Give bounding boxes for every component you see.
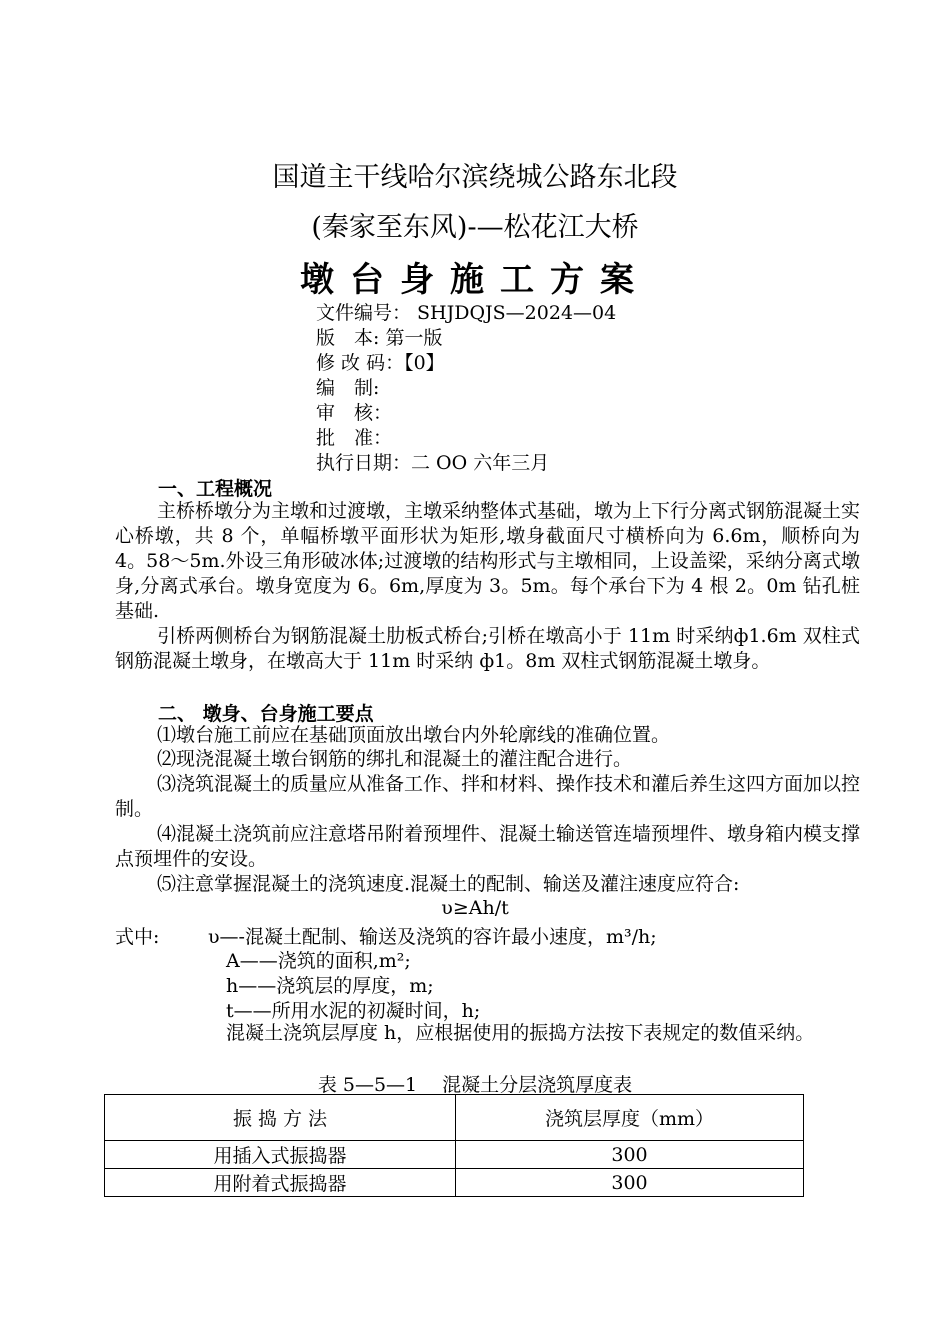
table-cell: 300 (456, 1141, 804, 1169)
approved-by: 批 准： (316, 427, 393, 449)
revision-code: 修 改 码：【0】 (316, 352, 445, 374)
reviewed-by: 审 核： (316, 402, 393, 424)
table-cell: 用插入式振捣器 (105, 1141, 456, 1169)
definition-a: A——浇筑的面积,m²; (226, 950, 411, 972)
paragraph-layer-thickness: 混凝土浇筑层厚度 h，应根据使用的振捣方法按下表规定的数值采纳。 (226, 1022, 815, 1044)
table-cell: 300 (456, 1169, 804, 1197)
definition-t: t——所用水泥的初凝时间，h; (226, 1000, 481, 1022)
compiled-by: 编 制: (316, 377, 380, 399)
execution-date: 执行日期：二 OO 六年三月 (316, 452, 550, 474)
item-3: ⑶浇筑混凝土的质量应从准备工作、拌和材料、操作技术和灌后养生这四方面加以控制。 (115, 773, 861, 820)
table-header-row (105, 1095, 804, 1141)
table-header-thickness: 浇筑层厚度（mm） (456, 1095, 804, 1141)
table-header-method: 振 捣 方 法 (105, 1095, 456, 1141)
section-2-heading: 二、 墩身、台身施工要点 (158, 703, 374, 725)
table-cell: 用附着式振捣器 (105, 1169, 456, 1197)
file-number: 文件编号： SHJDQJS—2024—04 (316, 302, 617, 324)
version: 版 本: 第一版 (316, 327, 443, 349)
title-line-2: (秦家至东风)-—松花江大桥 (311, 212, 639, 243)
table-caption: 表 5—5—1 混凝土分层浇筑厚度表 (317, 1074, 633, 1096)
main-title: 墩台身施工方案 (300, 260, 650, 300)
item-2: ⑵现浇混凝土墩台钢筋的绑扎和混凝土的灌注配合进行。 (157, 748, 633, 770)
item-1: ⑴墩台施工前应在基础顶面放出墩台内外轮廓线的准确位置。 (157, 724, 671, 746)
formula: υ≥Ah/t (441, 897, 509, 919)
table-row (105, 1169, 804, 1197)
item-4: ⑷混凝土浇筑前应注意塔吊附着预埋件、混凝土输送管连墙预埋件、墩身箱内模支撑点预埋件的安设。 (115, 823, 861, 870)
section-1-paragraph-1: 主桥桥墩分为主墩和过渡墩，主墩采纳整体式基础，墩为上下行分离式钢筋混凝土实心桥墩，共 8 个，单幅桥墩平面形状为矩形,墩身截面尺寸横桥向为 6.6m，顺桥向为 4。58～5m.外设三角形破冰体;过渡墩的结构形式与主墩相同，上设盖梁，采纳分离式墩身,分离式承台。墩身宽度为 6。6m,厚度为 3。5m。每个承台下为 4 根 2。0m 钻孔桩基础. (115, 500, 861, 622)
layer-thickness-table (104, 1094, 804, 1197)
where-label: 式中: (115, 926, 160, 948)
definition-v: υ—-混凝土配制、输送及浇筑的容许最小速度，m³/h; (208, 926, 657, 948)
section-1-heading: 一、工程概况 (158, 478, 273, 500)
definition-h: h——浇筑层的厚度，m; (226, 975, 434, 997)
section-1-paragraph-2: 引桥两侧桥台为钢筋混凝土肋板式桥台;引桥在墩高小于 11m 时采纳ф1.6m 双柱式钢筋混凝土墩身，在墩高大于 11m 时采纳 ф1。8m 双柱式钢筋混凝土墩身。 (115, 625, 860, 672)
item-5: ⑸注意掌握混凝土的浇筑速度.混凝土的配制、输送及灌注速度应符合: (157, 873, 740, 895)
table-row (105, 1141, 804, 1169)
title-line-1: 国道主干线哈尔滨绕城公路东北段 (272, 162, 678, 193)
